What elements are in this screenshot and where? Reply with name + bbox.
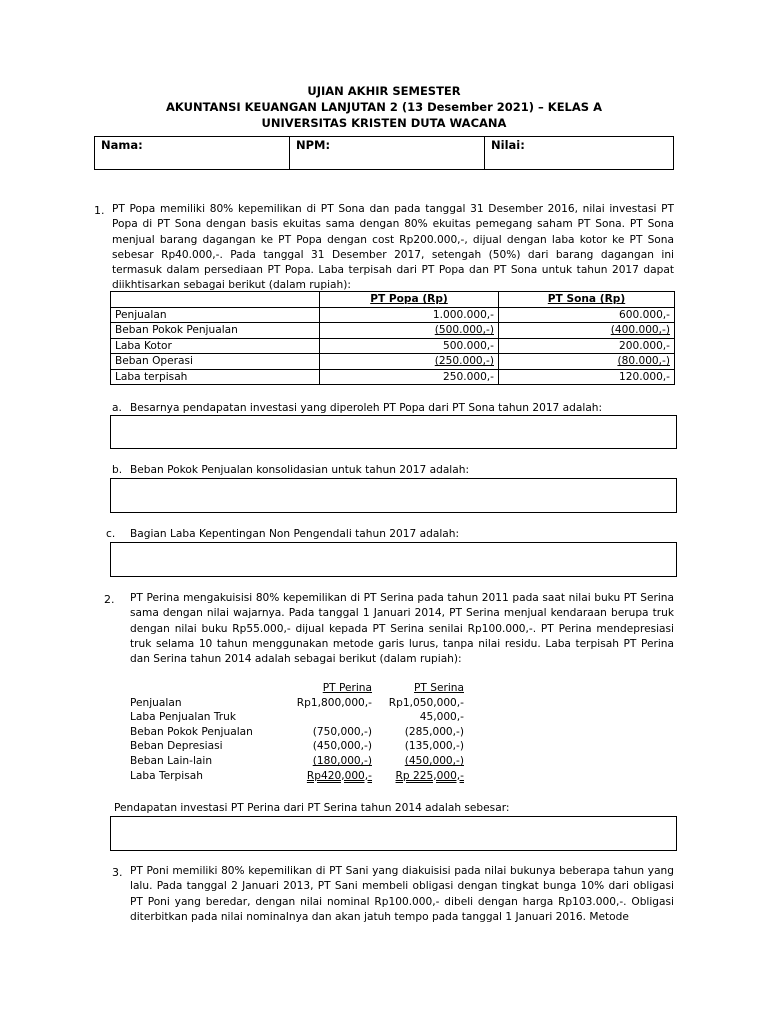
perina-value: Rp1,800,000,-: [296, 696, 372, 709]
q2-col-serina: PT Serina: [414, 682, 464, 694]
sona-value: (400.000,-): [610, 324, 670, 336]
serina-value: (285,000,-): [404, 725, 464, 738]
q1b-label: b.: [112, 464, 123, 476]
row-label: Penjualan: [130, 696, 182, 709]
popa-value: 1.000.000,-: [320, 307, 499, 323]
row-label: Beban Depresiasi: [130, 740, 223, 753]
row-label: Penjualan: [111, 307, 320, 323]
table-row: [111, 354, 675, 370]
popa-value: (500.000,-): [434, 324, 494, 336]
q1-table: [110, 291, 675, 385]
row-label: Laba terpisah: [111, 369, 320, 385]
sona-value: 120.000,-: [499, 369, 675, 385]
identity-box: [94, 136, 674, 170]
q2-answer-box[interactable]: [110, 816, 677, 851]
q1-table-header: [111, 292, 675, 308]
exam-header: [0, 83, 768, 131]
q2-statement: [130, 681, 464, 783]
sona-value: (80.000,-): [617, 355, 670, 367]
table-row: [130, 725, 464, 740]
table-row: [111, 307, 675, 323]
q1a-label: a.: [112, 402, 122, 414]
q2-question: Pendapatan investasi PT Perina dari PT Serina tahun 2014 adalah sebesar:: [114, 802, 510, 814]
perina-value: (450,000,-): [312, 740, 372, 753]
q1c-answer-box[interactable]: [110, 542, 677, 577]
q1-number: 1.: [94, 204, 105, 217]
q3-text: PT Poni memiliki 80% kepemilikan di PT Sani yang diakuisisi pada nilai bukunya beberapa tahun yang lalu. Pada tanggal 2 Januari 2013, PT Sani membeli obligasi dengan tingkat bunga 10% dari obligasi PT Poni yang beredar, dengan nilai nominal Rp100.000,- dibeli dengan harga Rp103.000,-. Obligasi diterbitkan pada nilai nominalnya dan akan jatuh tempo pada tanggal 1 Januari 2016. Metode: [130, 865, 674, 923]
header-course: AKUNTANSI KEUANGAN LANJUTAN 2 (13 Desember 2021) – KELAS A: [166, 100, 602, 114]
q1b-text: Beban Pokok Penjualan konsolidasian untuk tahun 2017 adalah:: [130, 464, 470, 476]
q1-th-popa: PT Popa (Rp): [320, 292, 499, 308]
name-field[interactable]: Nama:: [95, 137, 290, 170]
serina-value: Rp 225,000,-: [395, 769, 464, 782]
sona-value: 200.000,-: [499, 338, 675, 354]
q2-number: 2.: [104, 593, 115, 606]
q1c-text: Bagian Laba Kepentingan Non Pengendali tahun 2017 adalah:: [130, 528, 460, 540]
serina-value: (135,000,-): [404, 740, 464, 753]
q1c-label: c.: [106, 528, 116, 540]
q1a-answer-box[interactable]: [110, 415, 677, 449]
q1b-answer-box[interactable]: [110, 478, 677, 513]
row-label: Beban Lain-lain: [130, 754, 213, 767]
table-row: [130, 696, 464, 711]
q2-text: PT Perina mengakuisisi 80% kepemilikan di PT Serina pada tahun 2011 pada saat nilai buku PT Serina sama dengan nilai wajarnya. Pada tanggal 1 Januari 2014, PT Serina menjual kendaraan berupa truk dengan nilai buku Rp55.000,- dijual kepada PT Serina senilai Rp100.000,-. PT Perina mendepresiasi truk selama 10 tahun menggunakan metode garis lurus, tanpa nilai residu. Laba terpisah PT Perina dan Serina tahun 2014 adalah sebagai berikut (dalam rupiah):: [130, 592, 674, 666]
q1-th-blank: [111, 292, 320, 308]
table-row: [130, 754, 464, 769]
perina-value: Rp420,000,-: [306, 769, 372, 782]
q2-header-row: [130, 681, 464, 696]
q3-number: 3.: [112, 866, 123, 879]
popa-value: 500.000,-: [320, 338, 499, 354]
q1-text: PT Popa memiliki 80% kepemilikan di PT Sona dan pada tanggal 31 Desember 2016, nilai investasi PT Popa di PT Sona dengan basis ekuitas sama dengan 80% ekuitas pemegang saham PT Sona. PT Sona menjual barang dagangan ke PT Popa dengan cost Rp200.000,-, dijual dengan laba kotor ke PT Sona sebesar Rp40.000,-. Pada tanggal 31 Desember 2017, setengah (50%) dari barang dagangan ini termasuk dalam persediaan PT Popa. Laba terpisah dari PT Popa dan PT Sona untuk tahun 2017 dapat diikhtisarkan sebagai berikut (dalam rupiah):: [112, 203, 674, 292]
perina-value: (750,000,-): [312, 725, 372, 738]
serina-value: (450,000,-): [404, 754, 464, 767]
table-row: [111, 323, 675, 339]
header-title: UJIAN AKHIR SEMESTER: [307, 84, 461, 98]
serina-value: Rp1,050,000,-: [388, 696, 464, 709]
table-row: [111, 369, 675, 385]
sona-value: 600.000,-: [499, 307, 675, 323]
npm-field[interactable]: NPM:: [290, 137, 485, 170]
row-label: Laba Kotor: [111, 338, 320, 354]
q2-col-perina: PT Perina: [322, 682, 372, 694]
row-label: Beban Pokok Penjualan: [111, 323, 320, 339]
serina-value: 45,000,-: [419, 711, 464, 724]
nilai-field[interactable]: Nilai:: [485, 137, 674, 170]
table-row: [130, 739, 464, 754]
row-label: Beban Pokok Penjualan: [130, 725, 253, 738]
q1-th-sona: PT Sona (Rp): [499, 292, 675, 308]
perina-value: (180,000,-): [312, 754, 372, 767]
perina-value: [290, 710, 372, 725]
popa-value: 250.000,-: [320, 369, 499, 385]
popa-value: (250.000,-): [434, 355, 494, 367]
table-row: [130, 710, 464, 725]
q1a-text: Besarnya pendapatan investasi yang diperoleh PT Popa dari PT Sona tahun 2017 adalah:: [130, 402, 603, 414]
table-row: [130, 769, 464, 784]
table-row: [111, 338, 675, 354]
header-university: UNIVERSITAS KRISTEN DUTA WACANA: [261, 116, 507, 130]
row-label: Beban Operasi: [111, 354, 320, 370]
row-label: Laba Terpisah: [130, 769, 203, 782]
row-label: Laba Penjualan Truk: [130, 711, 237, 724]
